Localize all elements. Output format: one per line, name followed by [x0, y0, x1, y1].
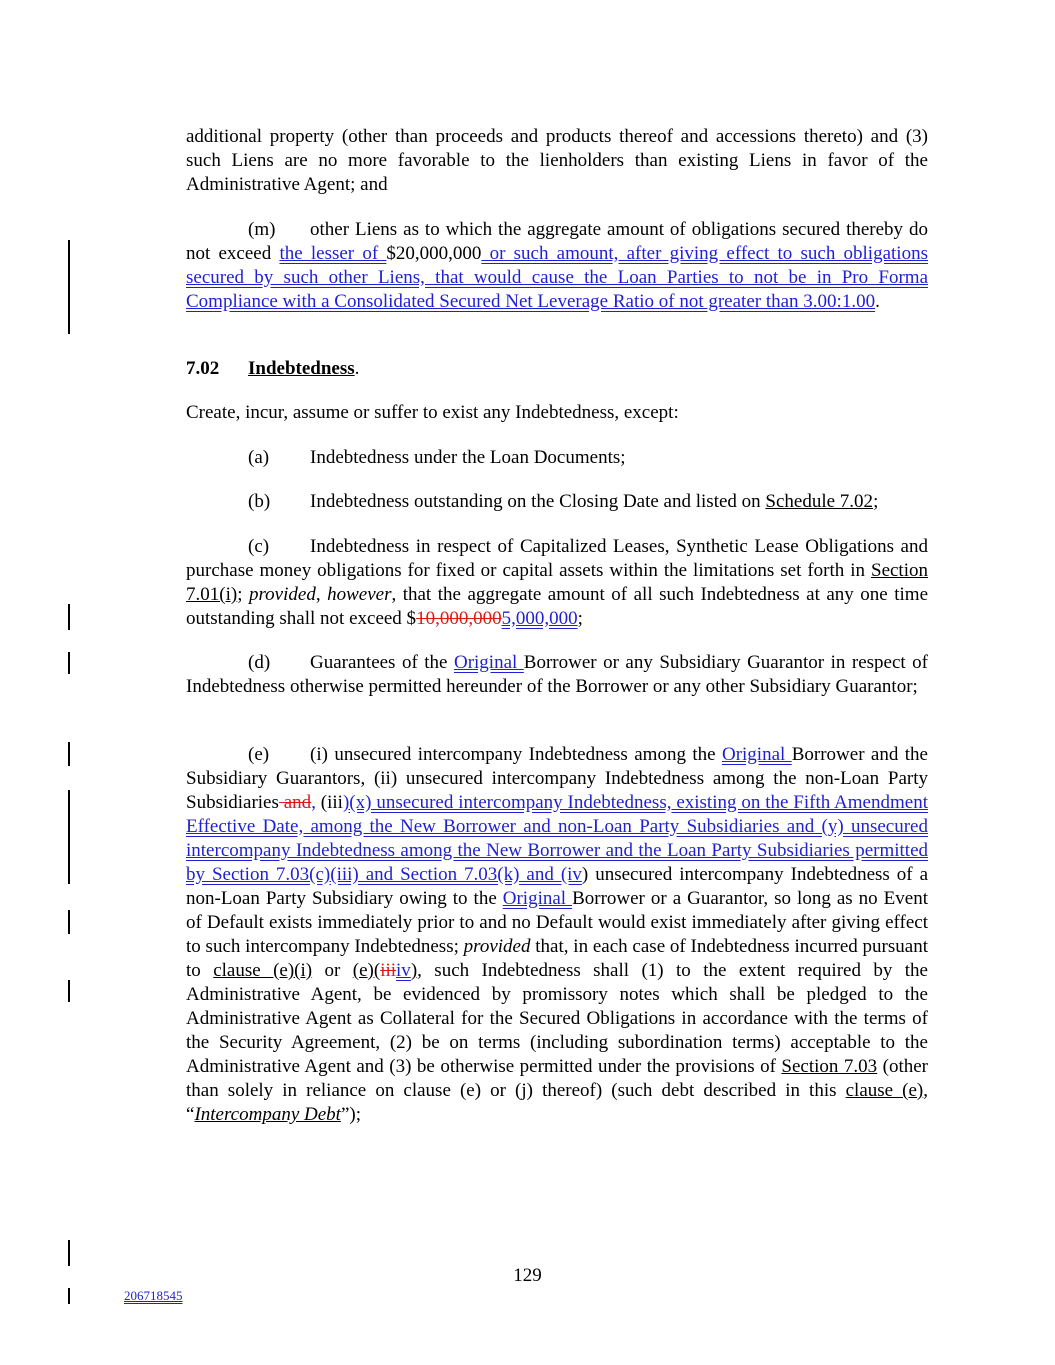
clause-d: (d) Guarantees of the Original Borrower or any Subsidiary Guarantor in respect of Indebtedness otherwise permitted hereunder of the Borrower or any other Subsidiary Guarantor; — [186, 652, 928, 697]
deletion: 10,000,000 — [416, 608, 502, 629]
change-bar — [68, 980, 70, 1002]
clause-c: (c) Indebtedness in respect of Capitalized Leases, Synthetic Lease Obligations and purchase money obligations for fixed or capital assets within the limitations set forth in Section 7.01(i); provided, however, that the aggregate amount of all such Indebtedness at any one time outstanding shall not exceed $10,000,0005,000,000; — [186, 536, 929, 629]
clause-label: (c) — [248, 536, 270, 557]
clause-label: (e) — [248, 744, 270, 765]
change-bar — [68, 910, 70, 934]
cross-reference: Section 7.01(i) — [186, 560, 928, 605]
change-bar — [68, 1240, 70, 1266]
clause-label: (a) — [248, 447, 270, 468]
insertion: iv — [396, 960, 411, 981]
continuation-paragraph: additional property (other than proceeds and products thereof and accessions thereto) and (3) such Liens are no more favorable to the lienholders than existing Liens in favor of the Administrative Agent; and — [186, 126, 928, 195]
cross-reference: (e)( — [352, 960, 381, 981]
cross-reference: clause (e)(i) — [213, 960, 313, 981]
cross-reference: ) — [410, 960, 418, 981]
deletion: and — [278, 792, 312, 813]
change-bar — [68, 240, 70, 334]
insertion: )(x) unsecured intercompany Indebtedness, existing on the Fifth Amendment Effective Date, among the New Borrower and non-Loan Party Subsidiaries and (y) unsecured intercompany Indebtedness among the New Borrower and the Loan Party Subsidiaries permitted by Section 7.03(c)(iii) and Section 7.03(k) and (iv — [186, 792, 928, 885]
cross-reference: clause (e) — [845, 1080, 924, 1101]
insertion: Original — [721, 744, 792, 765]
cross-reference: Schedule 7.02 — [765, 491, 874, 512]
insertion: Original — [453, 652, 524, 673]
clause-m: (m) other Liens as to which the aggregate amount of obligations secured thereby do not exceed the lesser of $20,000,000 or such amount, after giving effect to such obligations secured by such other Liens, that would cause the Loan Parties to not be in Pro Forma Compliance with a Consolidated Secured Net Leverage Ratio of not greater than 3.00:1.00. — [186, 219, 928, 312]
deletion: iii — [380, 960, 397, 981]
clause-a: (a) Indebtedness under the Loan Documents; — [248, 447, 626, 468]
change-bar — [68, 604, 70, 630]
defined-term: Intercompany Debt — [194, 1104, 341, 1125]
insertion: 5,000,000 — [501, 608, 578, 629]
insertion: or such amount, after giving effect to such obligations secured by such other Liens, that would cause the Loan Parties to not be in Pro Forma Compliance with a Consolidated Secured Net Leverage Ratio of not greater than 3.00:1.00 — [186, 243, 928, 312]
section-title: Indebtedness — [248, 358, 355, 379]
section-number: 7.02 — [186, 358, 220, 379]
clause-label: (m) — [248, 219, 276, 240]
clause-label: (b) — [248, 491, 271, 512]
insertion: the lesser of — [279, 243, 387, 264]
change-bar — [68, 652, 70, 674]
clause-label: (d) — [248, 652, 271, 673]
clause-b: (b) Indebtedness outstanding on the Closing Date and listed on Schedule 7.02; — [248, 491, 879, 512]
insertion: , — [311, 792, 316, 813]
clause-e: (e) (i) unsecured intercompany Indebtedness among the Original Borrower and the Subsidiary Guarantors, (ii) unsecured intercompany Indebtedness among the non-Loan Party Subsidiaries and, (iii)(x) unsecured intercompany Indebtedness, existing on the Fifth Amendment Effective Date, among the New Borrower and non-Loan Party Subsidiaries and (y) unsecured intercompany Indebtedness among the New Borrower and the Loan Party Subsidiaries permitted by Section 7.03(c)(iii) and Section 7.03(k) and (iv) unsecured intercompany Indebtedness of a non-Loan Party Subsidiary owing to the Original Borrower or a Guarantor, so long as no Event of Default exists immediately prior to and no Default would exist immediately after giving effect to such intercompany Indebtedness; provided that, in each case of Indebtedness incurred pursuant to clause (e)(i) or (e)(iiiiv), such Indebtedness shall (1) to the extent required by the Administrative Agent, be evidenced by promissory notes which shall be pledged to the Administrative Agent as Collateral for the Secured Obligations in accordance with the terms of the Security Agreement, (2) be on terms (including subordination terms) acceptable to the Administrative Agent and (3) be otherwise permitted under the provisions of Section 7.03 (other than solely in reliance on clause (e) or (j) thereof) (such debt described in this clause (e), “Intercompany Debt”); — [186, 744, 929, 1125]
change-bar — [68, 790, 70, 884]
insertion: Original — [502, 888, 573, 909]
section-intro: Create, incur, assume or suffer to exist any Indebtedness, except: — [186, 402, 679, 423]
change-bar — [68, 1288, 70, 1304]
cross-reference: Section 7.03 — [781, 1056, 878, 1077]
document-id: 206718545 — [124, 1288, 183, 1303]
page-number: 129 — [513, 1265, 542, 1286]
section-heading: 7.02 Indebtedness. — [186, 358, 360, 379]
change-bar — [68, 742, 70, 766]
